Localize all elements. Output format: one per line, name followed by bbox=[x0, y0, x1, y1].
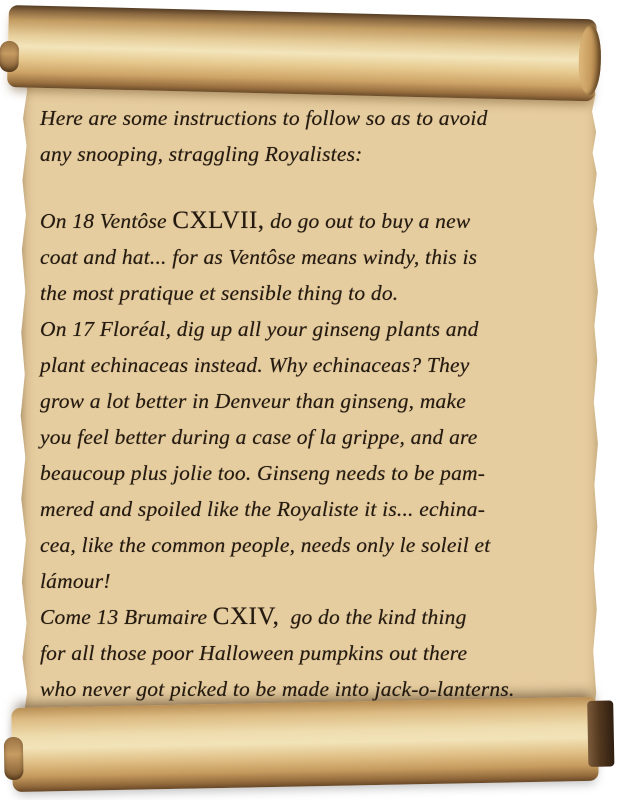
script-text: lámour! bbox=[40, 569, 111, 593]
text-line bbox=[40, 419, 585, 455]
script-text: who never got picked to be made into jack-o-lanterns. bbox=[40, 677, 515, 701]
roman-numeral-text: CXLVII, bbox=[172, 207, 265, 234]
script-text: the most pratique et sensible thing to do. bbox=[40, 281, 399, 305]
script-text: mered and spoiled like the Royaliste it is... echina- bbox=[40, 497, 486, 521]
roman-numeral-text: CXIV, bbox=[212, 603, 280, 630]
script-text: do go out to buy a new bbox=[264, 209, 471, 233]
script-text: plant echinaceas instead. Why echinaceas? They bbox=[40, 353, 470, 377]
bottom-roll-left-nub bbox=[4, 736, 24, 780]
top-roll-left-nub bbox=[0, 41, 19, 73]
text-line bbox=[40, 100, 585, 136]
script-text: coat and hat... for as Ventôse means windy, this is bbox=[40, 245, 478, 269]
text-line bbox=[40, 203, 585, 239]
top-roll-right-cap bbox=[578, 25, 602, 96]
bottom-roll-surface bbox=[11, 697, 599, 792]
text-line bbox=[40, 311, 585, 347]
text-line bbox=[40, 671, 585, 707]
text-line bbox=[40, 635, 585, 671]
text-line bbox=[40, 527, 585, 563]
script-text: grow a lot better in Denveur than ginseng, make bbox=[40, 389, 466, 413]
text-line bbox=[40, 347, 585, 383]
scroll-top-roll bbox=[7, 5, 597, 101]
text-line bbox=[40, 599, 585, 635]
text-line bbox=[40, 383, 585, 419]
script-text: On 17 Floréal, dig up all your ginseng plants and bbox=[40, 317, 479, 341]
text-line bbox=[40, 491, 585, 527]
script-text: Come 13 Brumaire bbox=[40, 605, 213, 629]
text-line bbox=[40, 275, 585, 311]
script-text: On 18 Ventôse bbox=[40, 209, 173, 233]
script-text: for all those poor Halloween pumpkins out there bbox=[40, 641, 468, 665]
scroll-bottom-roll bbox=[11, 697, 599, 792]
text-line bbox=[40, 136, 585, 172]
script-text: cea, like the common people, needs only le soleil et bbox=[40, 533, 491, 557]
text-line bbox=[40, 563, 585, 599]
script-text: go do the kind thing bbox=[279, 605, 467, 629]
text-line bbox=[40, 239, 585, 275]
script-text: beaucoup plus jolie too. Ginseng needs to be pam- bbox=[40, 461, 486, 485]
letter-text bbox=[40, 100, 585, 707]
script-text: you feel better during a case of la grippe, and are bbox=[40, 425, 478, 449]
script-text: any snooping, straggling Royalistes: bbox=[40, 142, 363, 166]
script-text: Here are some instructions to follow so as to avoid bbox=[40, 106, 488, 130]
top-roll-surface bbox=[7, 5, 597, 101]
text-line bbox=[40, 455, 585, 491]
